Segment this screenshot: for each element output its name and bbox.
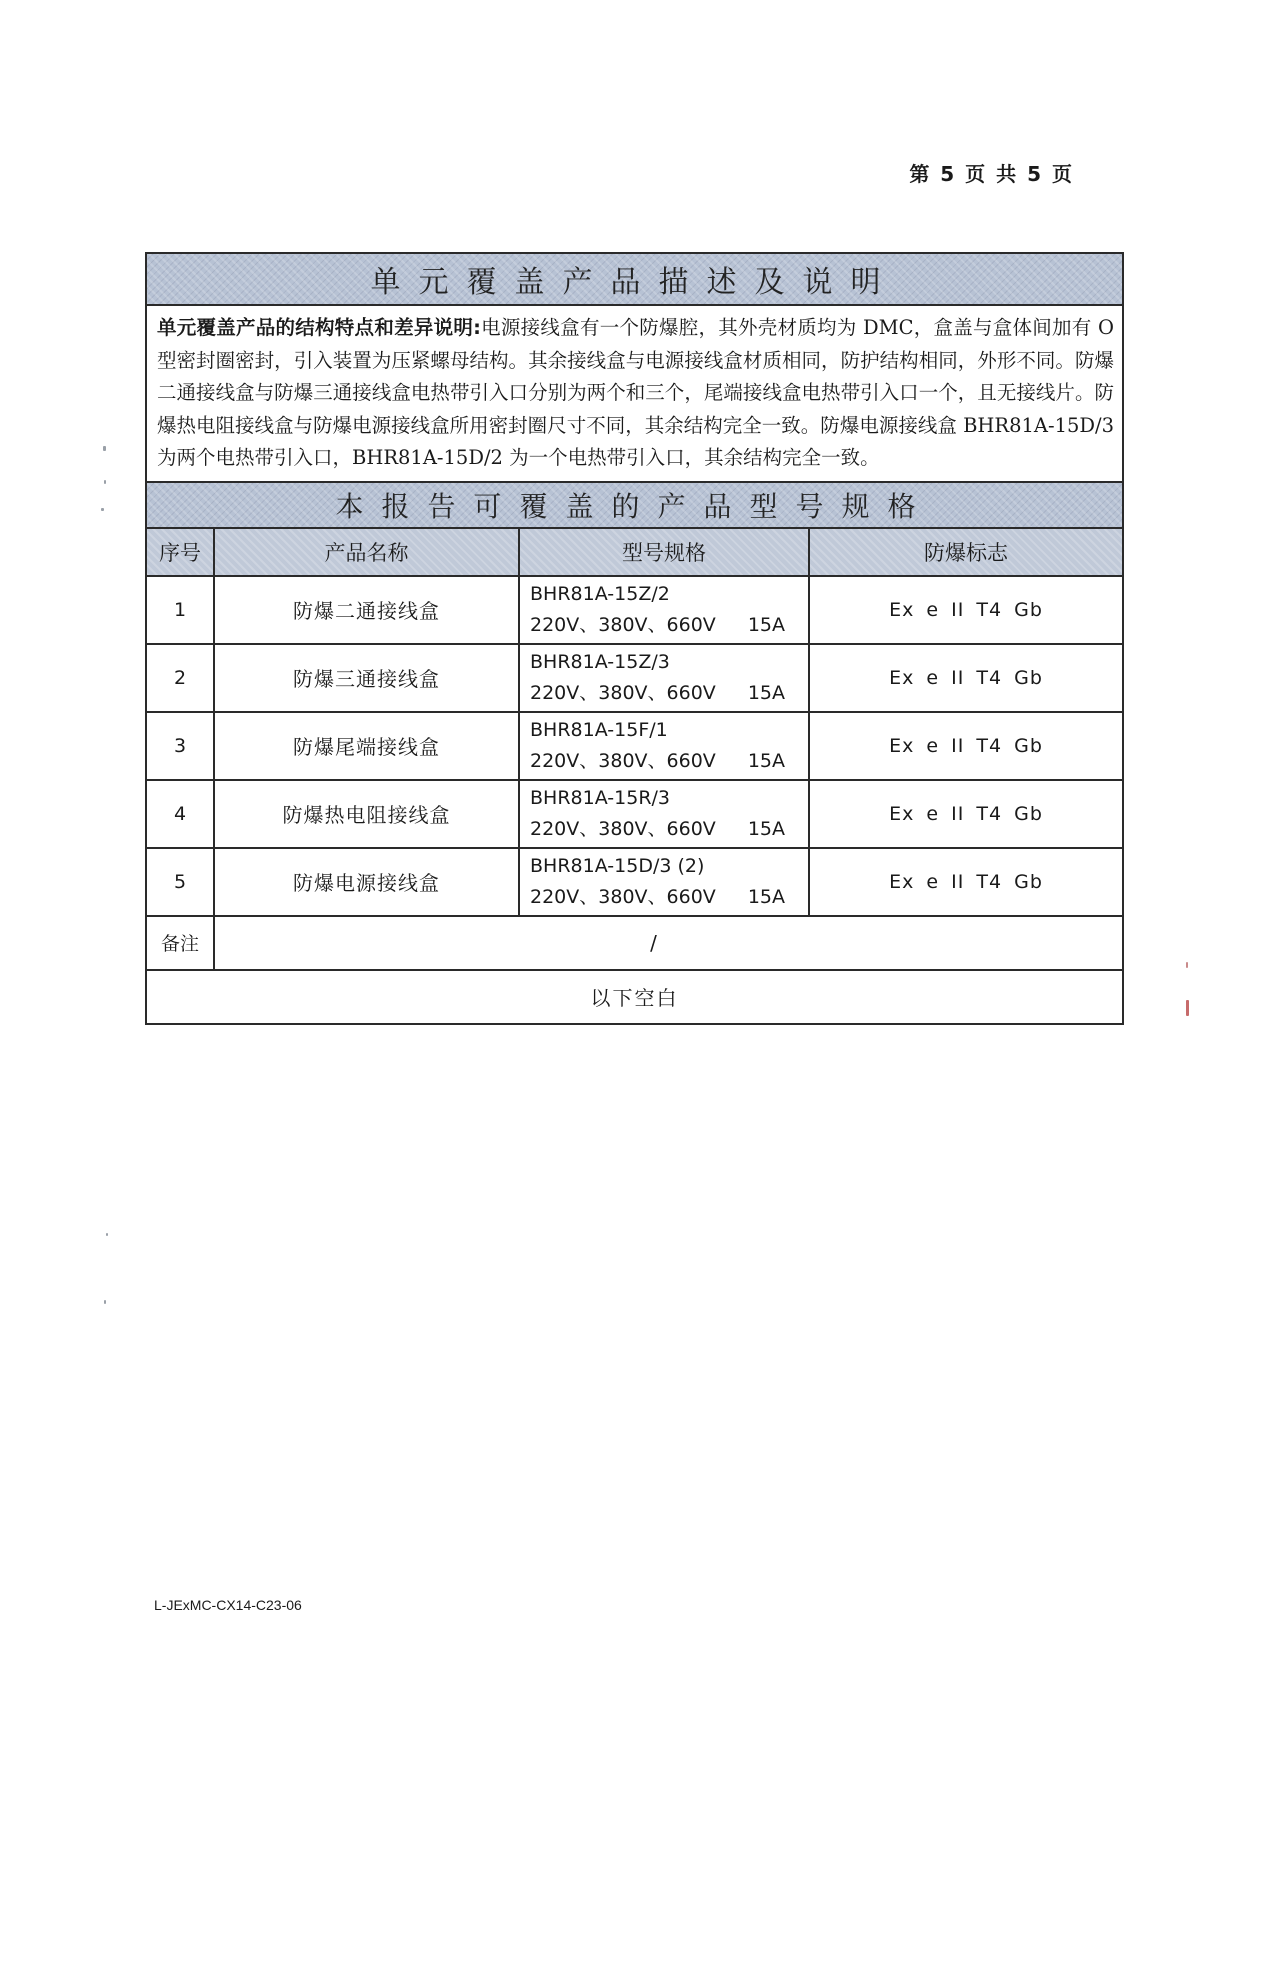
table-row (146, 780, 1123, 848)
scan-speck (104, 480, 106, 484)
header-model: 型号规格 (519, 528, 809, 576)
description-row (146, 305, 1123, 482)
row-model: BHR81A-15Z/2 (530, 582, 670, 605)
row-voltage: 220V、380V、660V (530, 613, 716, 636)
header-no: 序号 (146, 528, 214, 576)
row-model-spec (519, 644, 809, 712)
row-voltage: 220V、380V、660V (530, 885, 716, 908)
table-row (146, 644, 1123, 712)
models-title-row (146, 482, 1123, 528)
row-current: 15A (747, 885, 785, 908)
blank-row (146, 970, 1123, 1024)
row-ratings (530, 882, 785, 913)
row-ex-mark: Ex e II T4 Gb (809, 644, 1123, 712)
row-ratings (530, 610, 785, 641)
row-ex-mark: Ex e II T4 Gb (809, 848, 1123, 916)
scan-speck (103, 446, 106, 451)
scan-speck (104, 1300, 106, 1304)
row-current: 15A (747, 749, 785, 772)
row-no: 3 (146, 712, 214, 780)
row-product-name: 防爆尾端接线盒 (214, 712, 519, 780)
row-ex-mark: Ex e II T4 Gb (809, 712, 1123, 780)
row-current: 15A (747, 681, 785, 704)
scan-speck (101, 508, 104, 511)
row-model-spec (519, 576, 809, 644)
description-section-title: 单元覆盖产品描述及说明 (146, 253, 1123, 305)
row-no: 2 (146, 644, 214, 712)
row-model-spec (519, 848, 809, 916)
note-label: 备注 (146, 916, 214, 970)
row-model: BHR81A-15F/1 (530, 718, 668, 741)
row-model: BHR81A-15D/3 (2) (530, 854, 705, 877)
document-code: L-JExMC-CX14-C23-06 (154, 1597, 302, 1613)
row-ratings (530, 814, 785, 845)
row-ratings (530, 678, 785, 709)
row-no: 4 (146, 780, 214, 848)
row-product-name: 防爆热电阻接线盒 (214, 780, 519, 848)
row-product-name: 防爆三通接线盒 (214, 644, 519, 712)
scan-speck (1186, 962, 1188, 968)
row-model-spec (519, 780, 809, 848)
row-model-spec (519, 712, 809, 780)
row-ratings (530, 746, 785, 777)
note-row (146, 916, 1123, 970)
row-model: BHR81A-15Z/3 (530, 650, 670, 673)
scan-speck (106, 1233, 108, 1236)
report-table (145, 252, 1124, 1025)
description-body: 电源接线盒有一个防爆腔，其外壳材质均为 DMC，盒盖与盒体间加有 O 型密封圈密封，引入装置为压紧螺母结构。其余接线盒与电源接线盒材质相同，防护结构相同，外形不同。防爆二通接线盒与防爆三通接线盒电热带引入口分别为两个和三个，尾端接线盒电热带引入口一个，且无接线片。防爆热电阻接线盒与防爆电源接线盒所用密封圈尺寸不同，其余结构完全一致。防爆电源接线盒 BHR81A-15D/3 为两个电热带引入口，BHR81A-15D/2 为一个电热带引入口，其余结构完全一致。 (157, 316, 1114, 469)
row-current: 15A (747, 817, 785, 840)
header-mark: 防爆标志 (809, 528, 1123, 576)
table-row (146, 576, 1123, 644)
note-value: / (214, 916, 1123, 970)
row-voltage: 220V、380V、660V (530, 681, 716, 704)
row-product-name: 防爆二通接线盒 (214, 576, 519, 644)
row-product-name: 防爆电源接线盒 (214, 848, 519, 916)
table-row (146, 712, 1123, 780)
scan-speck (1186, 1000, 1189, 1016)
description-lead: 单元覆盖产品的结构特点和差异说明: (157, 316, 481, 339)
table-header-row (146, 528, 1123, 576)
blank-text: 以下空白 (146, 970, 1123, 1024)
row-ex-mark: Ex e II T4 Gb (809, 780, 1123, 848)
row-voltage: 220V、380V、660V (530, 817, 716, 840)
description-title-row (146, 253, 1123, 305)
page-number: 第 5 页 共 5 页 (909, 162, 1074, 186)
row-no: 5 (146, 848, 214, 916)
table-row (146, 848, 1123, 916)
row-current: 15A (747, 613, 785, 636)
row-ex-mark: Ex e II T4 Gb (809, 576, 1123, 644)
description-text (146, 305, 1123, 482)
row-no: 1 (146, 576, 214, 644)
header-name: 产品名称 (214, 528, 519, 576)
models-section-title: 本报告可覆盖的产品型号规格 (146, 482, 1123, 528)
row-model: BHR81A-15R/3 (530, 786, 671, 809)
row-voltage: 220V、380V、660V (530, 749, 716, 772)
